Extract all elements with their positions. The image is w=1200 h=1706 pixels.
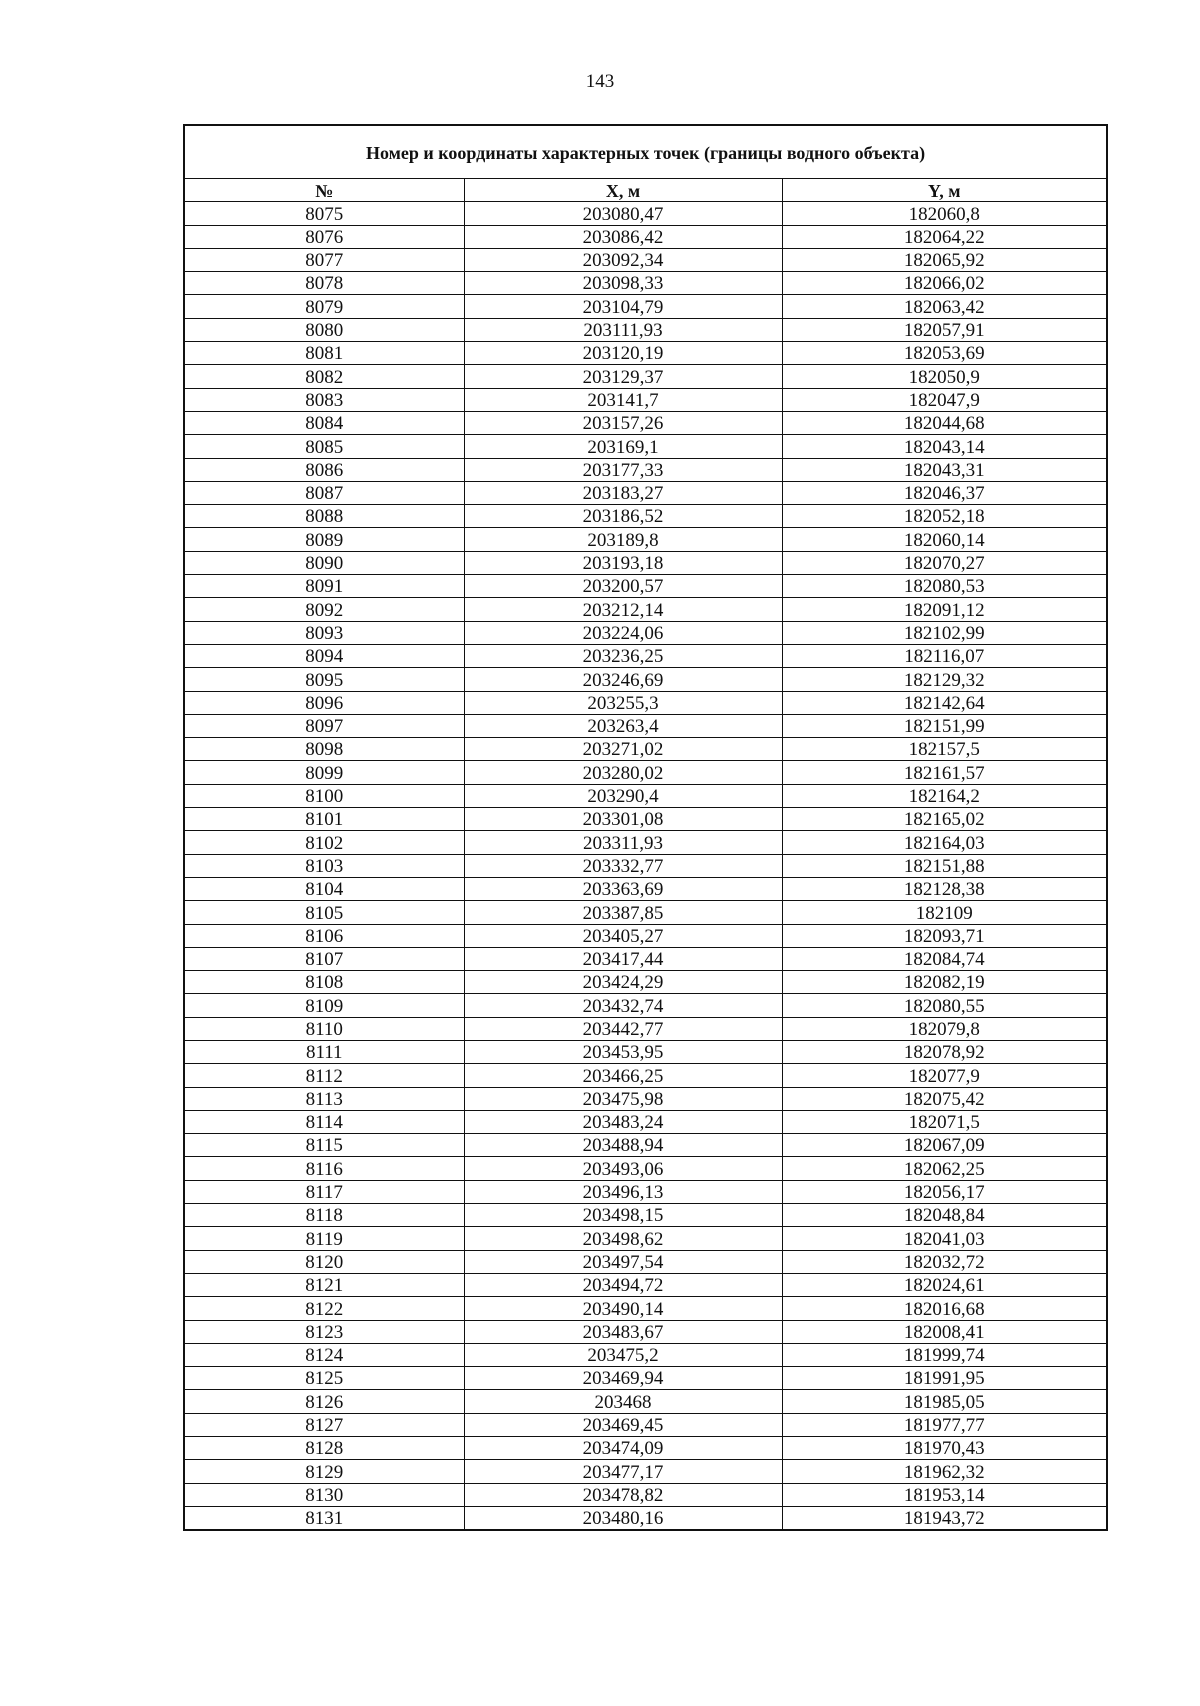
cell-point-number: 8085 [184,435,464,458]
cell-y-coordinate: 182063,42 [782,295,1107,318]
cell-x-coordinate: 203183,27 [464,481,782,504]
table-row [184,877,1107,900]
cell-x-coordinate: 203490,14 [464,1297,782,1320]
cell-x-coordinate: 203453,95 [464,1040,782,1063]
table-row [184,1273,1107,1296]
cell-y-coordinate: 182151,88 [782,854,1107,877]
cell-point-number: 8120 [184,1250,464,1273]
cell-point-number: 8119 [184,1227,464,1250]
cell-point-number: 8127 [184,1413,464,1436]
cell-point-number: 8113 [184,1087,464,1110]
cell-point-number: 8121 [184,1273,464,1296]
cell-x-coordinate: 203263,4 [464,714,782,737]
cell-x-coordinate: 203224,06 [464,621,782,644]
cell-x-coordinate: 203387,85 [464,901,782,924]
cell-point-number: 8104 [184,877,464,900]
cell-x-coordinate: 203186,52 [464,505,782,528]
cell-y-coordinate: 182064,22 [782,225,1107,248]
cell-y-coordinate: 182075,42 [782,1087,1107,1110]
cell-point-number: 8098 [184,738,464,761]
cell-point-number: 8092 [184,598,464,621]
cell-y-coordinate: 182065,92 [782,248,1107,271]
cell-x-coordinate: 203120,19 [464,342,782,365]
cell-x-coordinate: 203424,29 [464,971,782,994]
cell-x-coordinate: 203280,02 [464,761,782,784]
cell-y-coordinate: 182050,9 [782,365,1107,388]
cell-y-coordinate: 182142,64 [782,691,1107,714]
table-row [184,1250,1107,1273]
cell-x-coordinate: 203332,77 [464,854,782,877]
cell-point-number: 8117 [184,1180,464,1203]
cell-x-coordinate: 203157,26 [464,411,782,434]
table-row [184,1460,1107,1483]
table-row [184,994,1107,1017]
cell-x-coordinate: 203493,06 [464,1157,782,1180]
cell-point-number: 8086 [184,458,464,481]
cell-point-number: 8131 [184,1506,464,1530]
cell-point-number: 8106 [184,924,464,947]
cell-x-coordinate: 203255,3 [464,691,782,714]
table-row [184,854,1107,877]
cell-x-coordinate: 203496,13 [464,1180,782,1203]
table-row [184,435,1107,458]
cell-y-coordinate: 181970,43 [782,1437,1107,1460]
cell-y-coordinate: 182157,5 [782,738,1107,761]
table-row [184,738,1107,761]
cell-y-coordinate: 182024,61 [782,1273,1107,1296]
table-row [184,1087,1107,1110]
cell-y-coordinate: 182060,14 [782,528,1107,551]
cell-x-coordinate: 203236,25 [464,644,782,667]
cell-x-coordinate: 203189,8 [464,528,782,551]
table-row [184,947,1107,970]
cell-x-coordinate: 203498,62 [464,1227,782,1250]
table-row [184,808,1107,831]
cell-y-coordinate: 182102,99 [782,621,1107,644]
table-row [184,1110,1107,1133]
table-row [184,342,1107,365]
header-x: X, м [464,179,782,202]
cell-x-coordinate: 203432,74 [464,994,782,1017]
cell-point-number: 8124 [184,1343,464,1366]
cell-y-coordinate: 181985,05 [782,1390,1107,1413]
cell-x-coordinate: 203480,16 [464,1506,782,1530]
cell-x-coordinate: 203290,4 [464,784,782,807]
cell-y-coordinate: 182129,32 [782,668,1107,691]
cell-x-coordinate: 203475,2 [464,1343,782,1366]
cell-point-number: 8091 [184,575,464,598]
table-row [184,761,1107,784]
cell-y-coordinate: 182082,19 [782,971,1107,994]
cell-x-coordinate: 203478,82 [464,1483,782,1506]
cell-x-coordinate: 203363,69 [464,877,782,900]
cell-point-number: 8094 [184,644,464,667]
cell-x-coordinate: 203246,69 [464,668,782,691]
table-title: Номер и координаты характерных точек (границы водного объекта) [184,125,1107,179]
table-row [184,575,1107,598]
table-row [184,411,1107,434]
cell-point-number: 8076 [184,225,464,248]
page-number: 143 [585,71,615,92]
cell-point-number: 8077 [184,248,464,271]
cell-x-coordinate: 203169,1 [464,435,782,458]
cell-x-coordinate: 203488,94 [464,1134,782,1157]
cell-point-number: 8116 [184,1157,464,1180]
cell-point-number: 8114 [184,1110,464,1133]
table-row [184,714,1107,737]
table-header-row [184,179,1107,202]
cell-point-number: 8122 [184,1297,464,1320]
table-row [184,831,1107,854]
cell-x-coordinate: 203497,54 [464,1250,782,1273]
cell-x-coordinate: 203086,42 [464,225,782,248]
table-row [184,1017,1107,1040]
table-row [184,295,1107,318]
cell-x-coordinate: 203141,7 [464,388,782,411]
cell-point-number: 8102 [184,831,464,854]
cell-x-coordinate: 203405,27 [464,924,782,947]
cell-y-coordinate: 182078,92 [782,1040,1107,1063]
cell-point-number: 8078 [184,272,464,295]
cell-point-number: 8129 [184,1460,464,1483]
cell-y-coordinate: 182080,53 [782,575,1107,598]
table-row [184,901,1107,924]
table-row [184,1390,1107,1413]
table-row [184,1483,1107,1506]
cell-y-coordinate: 182060,8 [782,202,1107,225]
cell-y-coordinate: 182046,37 [782,481,1107,504]
cell-x-coordinate: 203477,17 [464,1460,782,1483]
table-body [184,202,1107,1530]
table-row [184,1297,1107,1320]
cell-y-coordinate: 181943,72 [782,1506,1107,1530]
cell-point-number: 8112 [184,1064,464,1087]
cell-y-coordinate: 182044,68 [782,411,1107,434]
cell-x-coordinate: 203104,79 [464,295,782,318]
cell-point-number: 8097 [184,714,464,737]
cell-y-coordinate: 182057,91 [782,318,1107,341]
table-row [184,1064,1107,1087]
cell-y-coordinate: 182056,17 [782,1180,1107,1203]
cell-y-coordinate: 182041,03 [782,1227,1107,1250]
cell-point-number: 8090 [184,551,464,574]
cell-y-coordinate: 182043,31 [782,458,1107,481]
table-row [184,202,1107,225]
cell-point-number: 8123 [184,1320,464,1343]
table-row [184,505,1107,528]
table-row [184,924,1107,947]
cell-x-coordinate: 203498,15 [464,1204,782,1227]
cell-x-coordinate: 203098,33 [464,272,782,295]
cell-y-coordinate: 182032,72 [782,1250,1107,1273]
cell-point-number: 8101 [184,808,464,831]
cell-y-coordinate: 182067,09 [782,1134,1107,1157]
table-row [184,1040,1107,1063]
table-row [184,1320,1107,1343]
table-row [184,248,1107,271]
cell-x-coordinate: 203483,24 [464,1110,782,1133]
cell-point-number: 8105 [184,901,464,924]
cell-y-coordinate: 182116,07 [782,644,1107,667]
cell-y-coordinate: 181991,95 [782,1367,1107,1390]
cell-point-number: 8115 [184,1134,464,1157]
cell-y-coordinate: 182008,41 [782,1320,1107,1343]
table-row [184,668,1107,691]
cell-x-coordinate: 203193,18 [464,551,782,574]
table-title-row [184,125,1107,179]
cell-x-coordinate: 203474,09 [464,1437,782,1460]
cell-point-number: 8095 [184,668,464,691]
cell-y-coordinate: 181962,32 [782,1460,1107,1483]
cell-y-coordinate: 182016,68 [782,1297,1107,1320]
cell-point-number: 8083 [184,388,464,411]
cell-point-number: 8082 [184,365,464,388]
table-row [184,691,1107,714]
cell-y-coordinate: 182151,99 [782,714,1107,737]
cell-x-coordinate: 203092,34 [464,248,782,271]
cell-point-number: 8125 [184,1367,464,1390]
cell-y-coordinate: 182165,02 [782,808,1107,831]
cell-point-number: 8100 [184,784,464,807]
cell-y-coordinate: 182084,74 [782,947,1107,970]
cell-x-coordinate: 203311,93 [464,831,782,854]
cell-point-number: 8126 [184,1390,464,1413]
table-row [184,644,1107,667]
cell-x-coordinate: 203469,45 [464,1413,782,1436]
cell-y-coordinate: 182091,12 [782,598,1107,621]
cell-y-coordinate: 182070,27 [782,551,1107,574]
cell-point-number: 8081 [184,342,464,365]
table-row [184,458,1107,481]
table-row [184,1157,1107,1180]
cell-x-coordinate: 203468 [464,1390,782,1413]
cell-point-number: 8096 [184,691,464,714]
cell-y-coordinate: 182048,84 [782,1204,1107,1227]
table-row [184,1180,1107,1203]
coordinates-table [183,124,1108,1531]
cell-point-number: 8079 [184,295,464,318]
cell-point-number: 8084 [184,411,464,434]
cell-point-number: 8107 [184,947,464,970]
cell-y-coordinate: 182066,02 [782,272,1107,295]
cell-y-coordinate: 181977,77 [782,1413,1107,1436]
cell-point-number: 8118 [184,1204,464,1227]
cell-point-number: 8075 [184,202,464,225]
cell-point-number: 8110 [184,1017,464,1040]
table-row [184,621,1107,644]
cell-y-coordinate: 182053,69 [782,342,1107,365]
cell-x-coordinate: 203212,14 [464,598,782,621]
cell-point-number: 8087 [184,481,464,504]
cell-y-coordinate: 182109 [782,901,1107,924]
table-row [184,318,1107,341]
cell-y-coordinate: 182077,9 [782,1064,1107,1087]
table-row [184,1367,1107,1390]
cell-y-coordinate: 182093,71 [782,924,1107,947]
cell-point-number: 8109 [184,994,464,1017]
table-row [184,598,1107,621]
header-y: Y, м [782,179,1107,202]
table-row [184,1506,1107,1530]
cell-y-coordinate: 182071,5 [782,1110,1107,1133]
cell-point-number: 8130 [184,1483,464,1506]
cell-y-coordinate: 181999,74 [782,1343,1107,1366]
cell-y-coordinate: 182080,55 [782,994,1107,1017]
cell-point-number: 8103 [184,854,464,877]
cell-y-coordinate: 182047,9 [782,388,1107,411]
table-row [184,1343,1107,1366]
table-row [184,225,1107,248]
cell-x-coordinate: 203301,08 [464,808,782,831]
header-number: № [184,179,464,202]
cell-x-coordinate: 203271,02 [464,738,782,761]
table-row [184,551,1107,574]
cell-point-number: 8093 [184,621,464,644]
table-row [184,481,1107,504]
table-row [184,272,1107,295]
cell-x-coordinate: 203494,72 [464,1273,782,1296]
cell-y-coordinate: 182164,2 [782,784,1107,807]
table-row [184,1227,1107,1250]
cell-y-coordinate: 182164,03 [782,831,1107,854]
cell-point-number: 8088 [184,505,464,528]
cell-point-number: 8108 [184,971,464,994]
cell-y-coordinate: 182128,38 [782,877,1107,900]
cell-x-coordinate: 203469,94 [464,1367,782,1390]
table-row [184,528,1107,551]
cell-x-coordinate: 203177,33 [464,458,782,481]
cell-point-number: 8128 [184,1437,464,1460]
table-row [184,971,1107,994]
cell-point-number: 8111 [184,1040,464,1063]
table-row [184,1134,1107,1157]
cell-point-number: 8099 [184,761,464,784]
table-row [184,365,1107,388]
cell-x-coordinate: 203417,44 [464,947,782,970]
cell-x-coordinate: 203475,98 [464,1087,782,1110]
cell-x-coordinate: 203442,77 [464,1017,782,1040]
table-row [184,784,1107,807]
cell-x-coordinate: 203483,67 [464,1320,782,1343]
cell-y-coordinate: 182062,25 [782,1157,1107,1180]
cell-y-coordinate: 182161,57 [782,761,1107,784]
cell-y-coordinate: 182052,18 [782,505,1107,528]
table-row [184,388,1107,411]
cell-point-number: 8080 [184,318,464,341]
cell-x-coordinate: 203129,37 [464,365,782,388]
cell-y-coordinate: 182079,8 [782,1017,1107,1040]
cell-x-coordinate: 203111,93 [464,318,782,341]
table-row [184,1437,1107,1460]
cell-x-coordinate: 203200,57 [464,575,782,598]
table-row [184,1413,1107,1436]
table-row [184,1204,1107,1227]
cell-x-coordinate: 203080,47 [464,202,782,225]
cell-x-coordinate: 203466,25 [464,1064,782,1087]
cell-point-number: 8089 [184,528,464,551]
cell-y-coordinate: 182043,14 [782,435,1107,458]
cell-y-coordinate: 181953,14 [782,1483,1107,1506]
